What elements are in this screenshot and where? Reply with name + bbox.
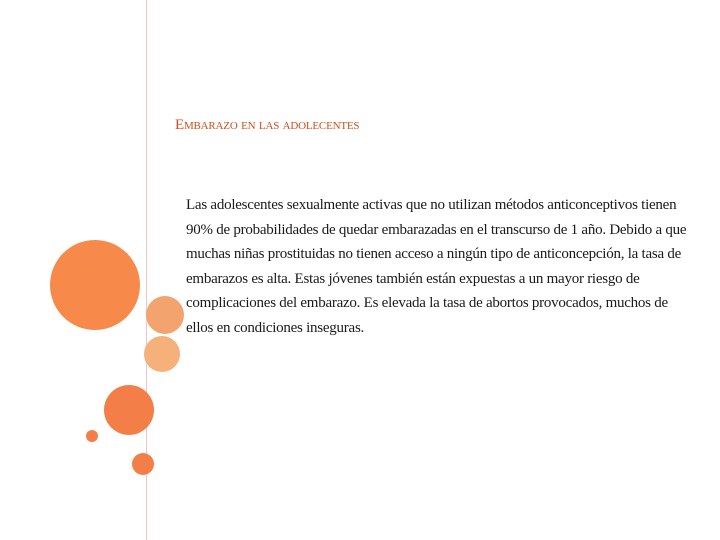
decorative-circle-medium — [104, 385, 154, 435]
slide-body-text: Las adolescentes sexualmente activas que no utilizan métodos anticonceptivos tienen 90% de probabilidades de quedar embarazadas en el transcurso de 1 año. Debido a que muchas niñas prostituidas no tienen acceso a ningún tipo de anticoncepción, la tasa de embarazos es alta. Estas jóvenes también están expuestas a un mayor riesgo de complicaciones del embarazo. Es elevada la tasa de abortos provocados, muchos de ellos en condiciones inseguras. — [186, 197, 687, 336]
slide-title: Embarazo en las adolecentes — [175, 117, 360, 133]
decorative-circle-medium — [146, 296, 184, 334]
decorative-circle-tiny — [86, 430, 98, 442]
decorative-circle-large — [50, 240, 140, 330]
decorative-circle-small — [132, 453, 154, 475]
decorative-circle-medium — [144, 336, 180, 372]
